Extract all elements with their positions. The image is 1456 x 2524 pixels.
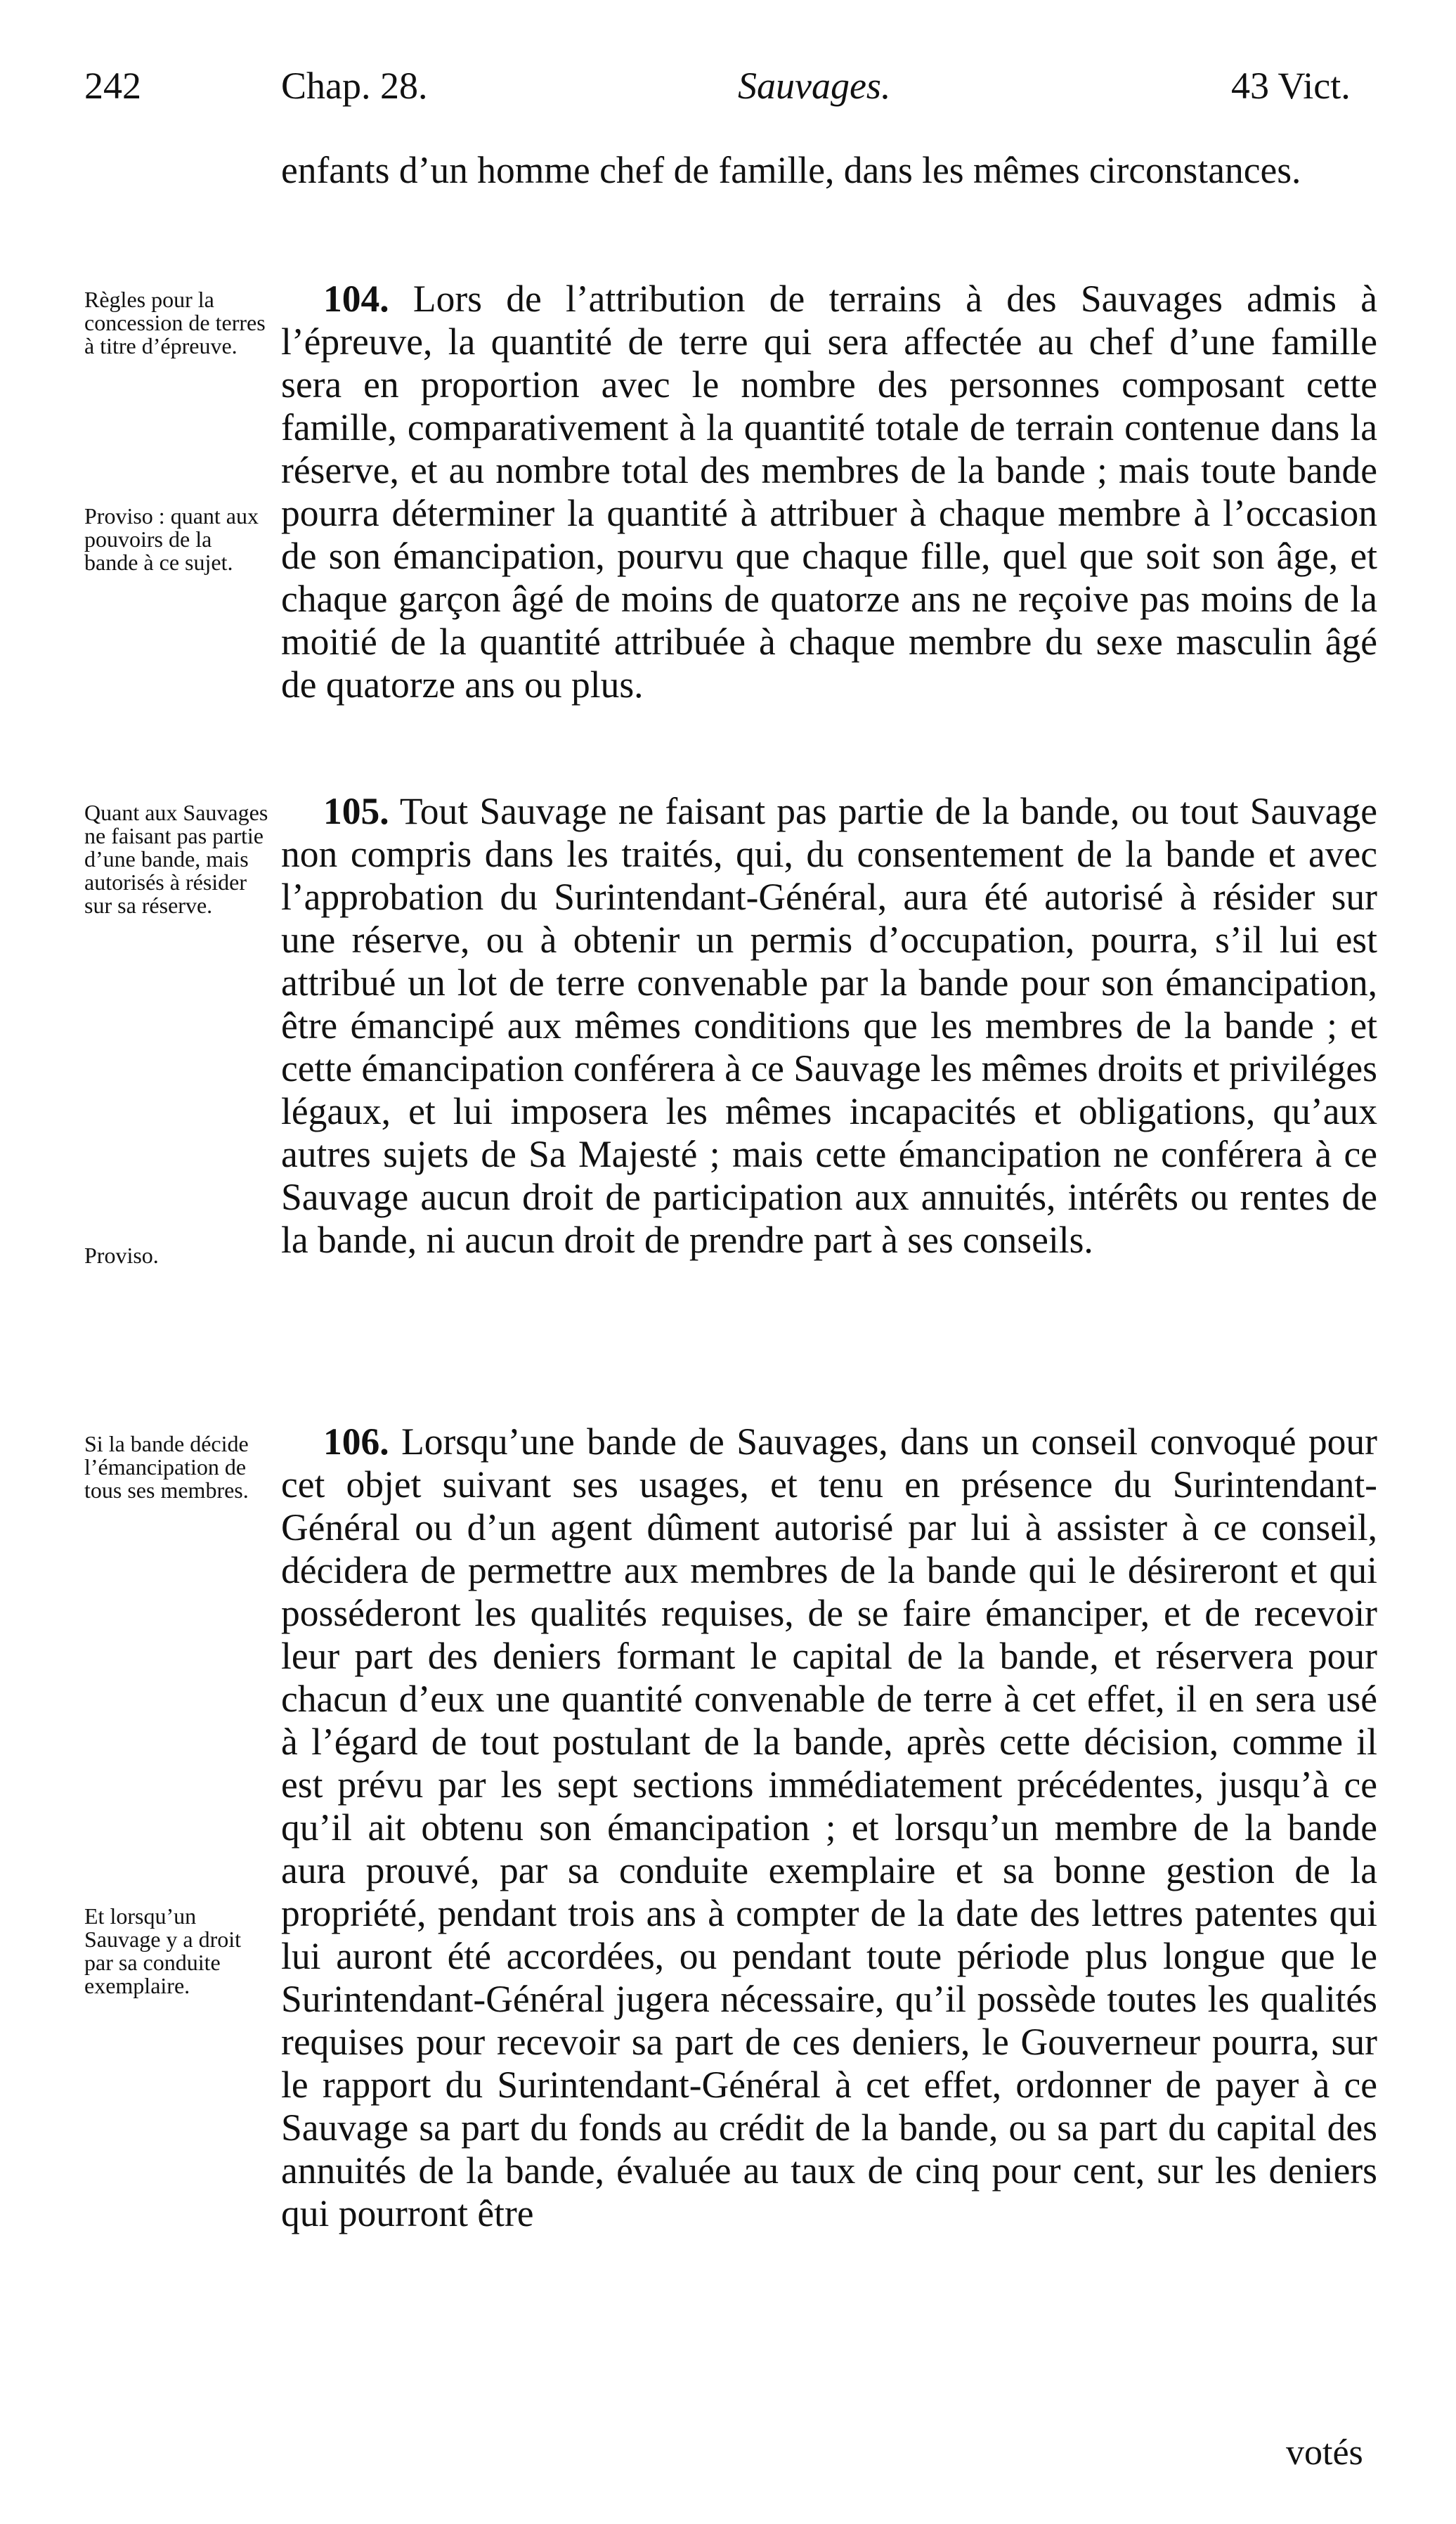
section-number: 104. [323,278,389,320]
side-note: Et lorsqu’un Sauvage y a droit par sa conduite exemplaire. [84,1903,242,1998]
section-number: 105. [323,790,389,832]
section-text: Lors de l’attribution de terrains à des Sauvages admis à l’épreuve, la quantité de terre qui sera affectée au chef d’une famille sera en proportion avec le nombre des personnes composant cette famille, comparativement à la quantité totale de terrain contenue dans la réserve, et au nombre total des membres de la bande ; mais toute bande pourra déterminer la quantité à attribuer à chaque membre à l’occasion de son émancipation, pourvu que chaque fille, quel que soit son âge, et chaque garçon âgé de moins de quatorze ans ne reçoive pas moins de la moitié de la quantité attribuée à chaque membre du sexe masculin âgé de quatorze ans ou plus. [281,278,1377,706]
side-note: Proviso : quant aux pouvoirs de la bande à ce sujet. [84,503,259,575]
chapter-heading: Chap. 28. [281,65,428,107]
regnal-year: 43 Vict. [1231,65,1351,107]
running-title: Sauvages. [738,65,891,107]
section-104 [281,278,1377,706]
section-text: Lorsqu’une bande de Sauvages, dans un conseil convoqué pour cet objet suivant ses usages, et tenu en présence du Surintendant-Général ou d’un agent dûment autorisé par lui à assister à ce conseil, décidera de permettre aux membres de la bande qui le désireront et qui posséderont les qualités requises, de se faire émanciper, et de recevoir leur part des deniers formant le capital de la bande, et réservera pour chacun d’eux une quantité convenable de terre à cet effet, il en sera usé à l’égard de tout postulant de la bande, après cette décision, comme il est prévu par les sept sections immédiatement précédentes, jusqu’à ce qu’il ait obtenu son émancipation ; et lorsqu’un membre de la bande aura prouvé, par sa conduite exemplaire et sa bonne gestion de la propriété, pendant trois ans à compter de la date des lettres patentes qui lui auront été accordées, ou pendant toute période plus longue que le Surintendant-Général jugera nécessaire, qu’il possède toutes les qualités requises pour recevoir sa part de ces deniers, le Gouverneur pourra, sur le rapport du Surintendant-Général à cet effet, ordonner de payer à ce Sauvage sa part du fonds au crédit de la bande, ou sa part du capital des annuités de la bande, évaluée au taux de cinq pour cent, sur les deniers qui pourront être [281,1420,1377,2234]
page-number: 242 [84,65,141,107]
catchword: votés [1286,2433,1363,2473]
section-number: 106. [323,1420,389,1463]
side-note: Si la bande décide l’émancipation de tous ses membres. [84,1431,249,1503]
side-note: Quant aux Sauvages ne faisant pas partie d’une bande, mais autorisés à résider sur sa réserve. [84,800,268,918]
side-note: Proviso. [84,1243,159,1268]
section-text: Tout Sauvage ne faisant pas partie de la bande, ou tout Sauvage non compris dans les traités, qui, du consentement de la bande et avec l’approbation du Surintendant-Général, aura été autorisé à résider sur une réserve, ou à obtenir un permis d’occupation, pourra, s’il lui est attribué un lot de terre convenable par la bande pour son émancipation, être émancipé aux mêmes conditions que les membres de la bande ; et cette émancipation conférera à ce Sauvage les mêmes droits et priviléges légaux, et lui imposera les mêmes incapacités et obligations, qu’aux autres sujets de Sa Majesté ; mais cette émancipation ne conférera à ce Sauvage aucun droit de participation aux annuités, intérêts ou rentes de la bande, ni aucun droit de prendre part à ses conseils. [281,790,1377,1261]
side-note: Règles pour la concession de terres à titre d’épreuve. [84,287,266,358]
section-105 [281,790,1377,1262]
continuation-text: enfants d’un homme chef de famille, dans les mêmes circonstances. [281,149,1301,191]
continuation-paragraph [281,149,1377,192]
section-106 [281,1420,1377,2235]
